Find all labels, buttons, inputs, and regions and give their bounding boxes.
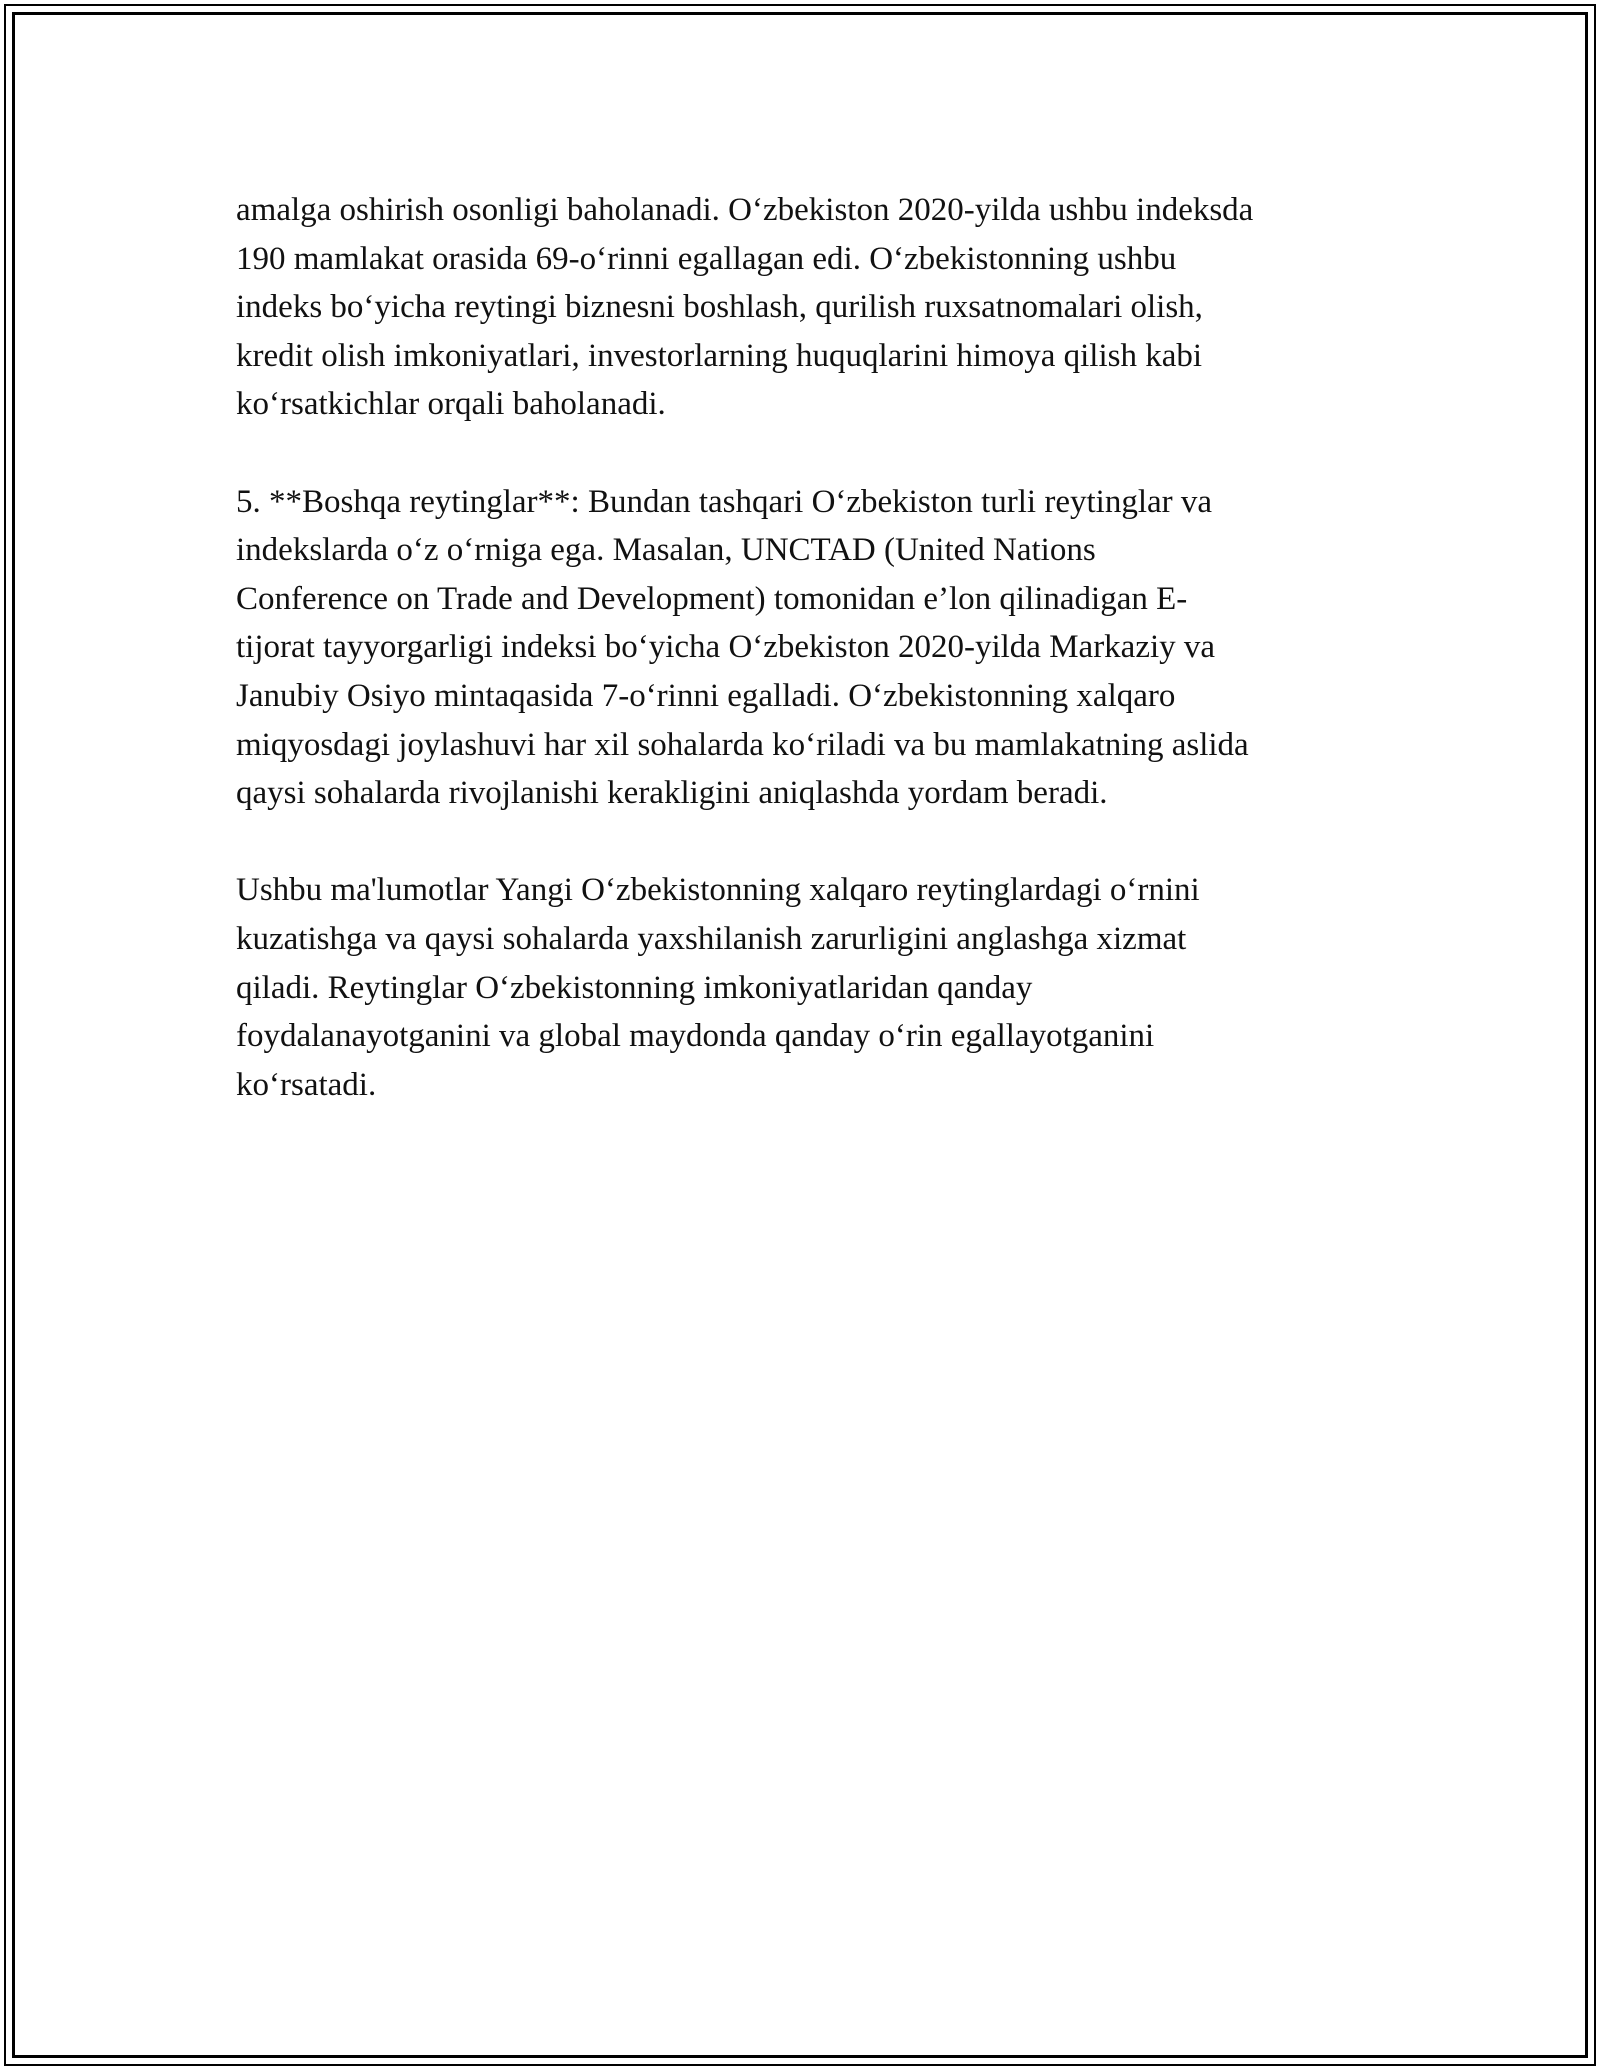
document-body <box>236 186 1376 1158</box>
paragraph-other-ratings: 5. **Boshqa reytinglar**: Bundan tashqari O‘zbekiston turli reytinglar va indekslarda o‘z o‘rniga ega. Masalan, UNCTAD (United Nations Conference on Trade and Development) tomonidan e’lon qilinadigan E- tijorat tayyorgarligi indeksi bo‘yicha O‘zbekiston 2020-yilda Markaziy va Janubiy Osiyo mintaqasida 7-o‘rinni egalladi. O‘zbekistonning xalqaro miqyosdagi joylashuvi har xil sohalarda ko‘riladi va bu mamlakatning aslida qaysi sohalarda rivojlanishi kerakligini aniqlashda yordam beradi. <box>236 483 1249 812</box>
paragraph-conclusion: Ushbu ma'lumotlar Yangi O‘zbekistonning xalqaro reytinglardagi o‘rnini kuzatishga va qaysi sohalarda yaxshilanish zarurligini anglashga xizmat qiladi. Reytinglar O‘zbekistonning imkoniyatlaridan qanday foydalanayotganini va global maydonda qanday o‘rin egallayotganini ko‘rsatadi. <box>236 872 1200 1103</box>
paragraph-business-index: amalga oshirish osonligi baholanadi. O‘zbekiston 2020-yilda ushbu indeksda 190 mamlakat orasida 69-o‘rinni egallagan edi. O‘zbekistonning ushbu indeks bo‘yicha reytingi biznesni boshlash, qurilish ruxsatnomalari olish, kredit olish imkoniyatlari, investorlarning huquqlarini himoya qilish kabi ko‘rsatkichlar orqali baholanadi. <box>236 192 1254 423</box>
